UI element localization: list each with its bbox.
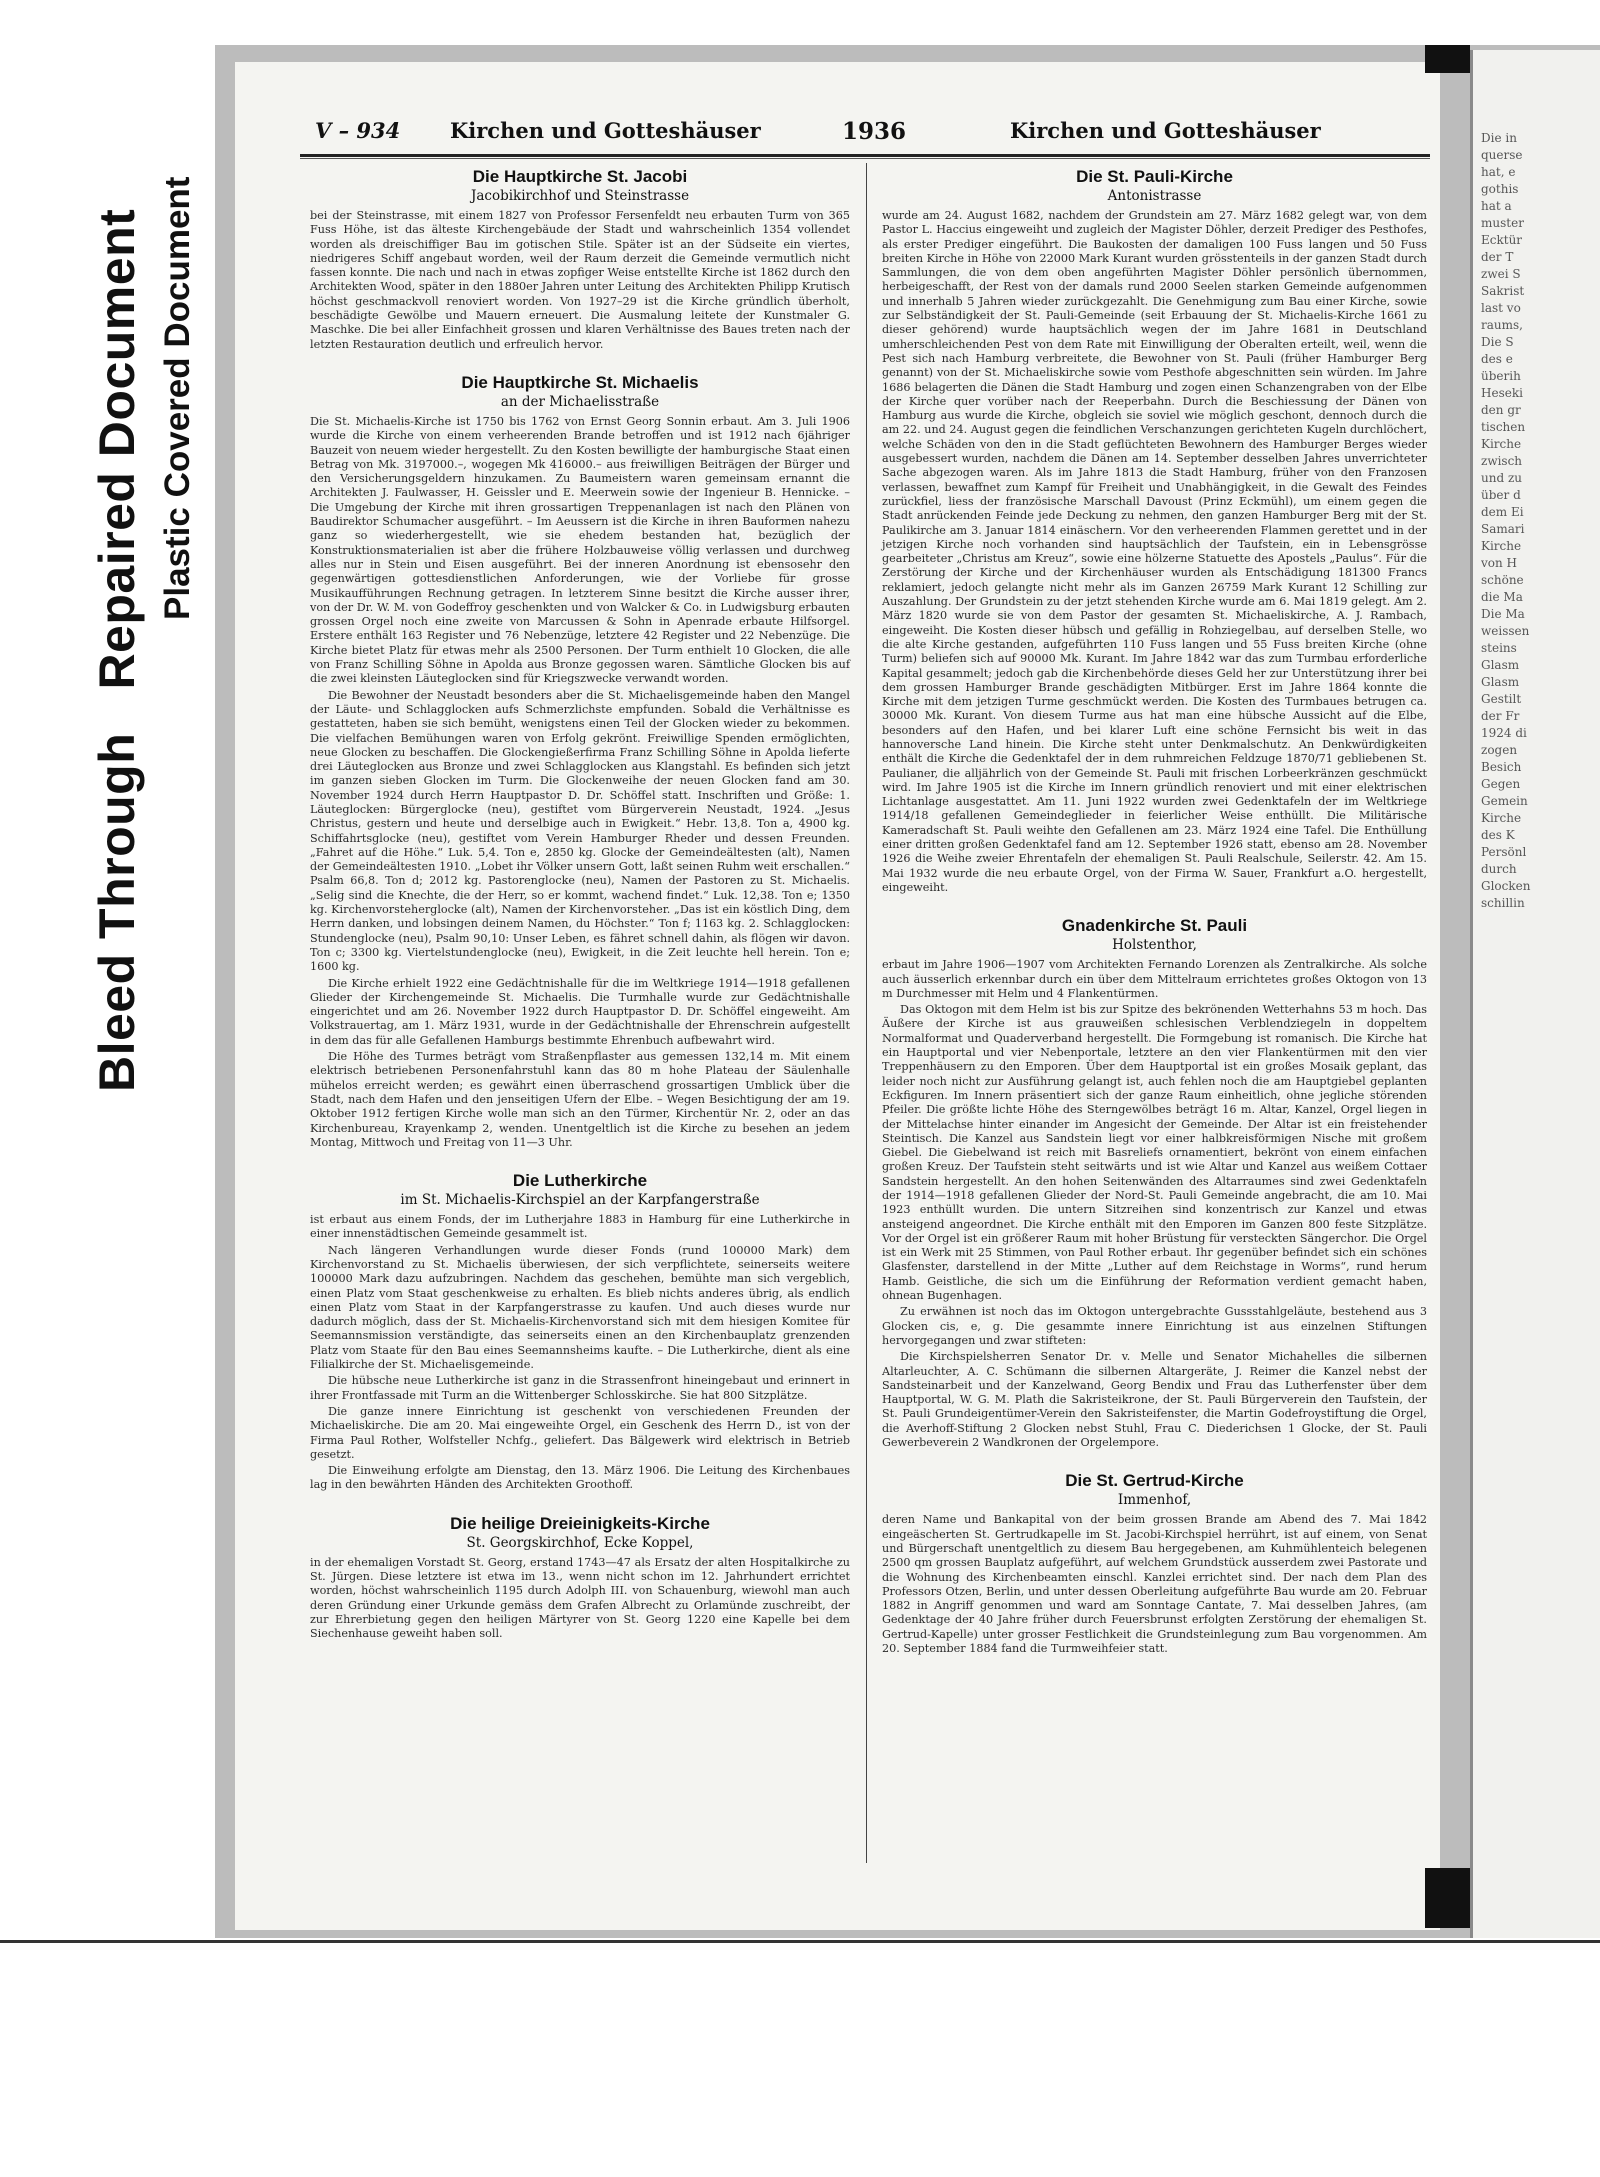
article-paragraph: deren Name und Bankapital von der beim grossen Brande am Abend des 7. Mai 1842 eingeäscherten St. Gertrudkapelle im St. Jacobi-Kirchspiel herrührt, ist auf einem, von Senat und Bürgerschaft unentgeltlich zu diesem Bau hergegebenen, am Kuhmühlenteich belegenen 2500 qm grossen Bauplatz aufgeführt, auf welchem Grundstück ausserdem zwei Pastorate und die Wohnung des Kirchenbeamten einschl. Kanzlei errichtet sind. Der nach dem Plan des Professors Otzen, Berlin, und unter dessen Oberleitung aufgeführte Bau wurde am 20. Februar 1882 in Angriff genommen und ward am Sonntage Cantate, 7. Mai desselben Jahres, (am Gedenktage der 40 Jahre früher durch Feuersbrunst erfolgten Zerstörung der ehemaligen St. Gertrud-Kapelle) unter grosser Festlichkeit die Grundsteinlegung zum Bau vorgenommen. Am 20. September 1884 fand die Turmweihfeier statt. [882,1513,1427,1656]
scan-bottom-line [0,1940,1600,1943]
article-section [310,166,850,352]
label-bleed-through: Bleed Through [89,732,145,1092]
article-subtitle: im St. Michaelis-Kirchspiel an der Karpfangerstraße [400,1192,760,1209]
article-paragraph: bei der Steinstrasse, mit einem 1827 von Professor Fersenfeldt neu erbauten Turm von 365 Fuss Höhe, ist das älteste Kirchengebäude der Stadt und wahrscheinlich 1354 vollendet worden als dreischiffiger Bau im gotischen Stile. Später ist an der Südseite ein viertes, niedrigeres Schiff angebaut worden, weil der Raum derzeit die Gemeinde vermutlich nicht fassen konnte. Die nach und nach in etwas zopfiger Weise entstellte Kirche ist 1862 durch den Architekten Wood, später in den 1880er Jahren unter Leitung des Architekten Philipp Krutisch höchst geschmackvoll renoviert worden. Von 1927–29 ist die Kirche gründlich überholt, beschädigte Gewölbe und Mauern erneuert. Die Ausmalung leitete der Kunstmaler G. Maschke. Die bei aller Einfachheit grossen und klaren Verhältnisse des Baues treten nach der letzten Restauration deutlich und erfreulich hervor. [310,209,850,351]
article-paragraph: in der ehemaligen Vorstadt St. Georg, erstand 1743—47 als Ersatz der alten Hospitalkirche zu St. Jürgen. Diese letztere ist etwa im 13., wenn nicht schon im 12. Jahrhundert errichtet worden, höchst wahrscheinlich 1195 durch Adolph III. von Schauenburg, wiewohl man auch deren Gründung einer Urkunde gemäss dem Grafen Albrecht zu Orlamünde zuschreibt, der zur Ehrerbietung gegen den heiligen Märtyrer von St. Georg 1220 eine Kapelle bei dem Siechenhause geweiht haben soll. [310,1555,850,1641]
article-title: Die Hauptkirche St. Jacobi [472,167,688,186]
header-title-right: Kirchen und Gotteshäuser [1010,118,1321,143]
article-section [882,1470,1427,1656]
article-title: Die heilige Dreieinigkeits-Kirche [450,1513,710,1533]
article-paragraph: Die Kirche erhielt 1922 eine Gedächtnishalle für die im Weltkriege 1914—1918 gefallenen Glieder der Kirchengemeinde St. Michaelis. Die Turmhalle wurde zur Gedächtnishalle eingerichtet und am 26. November 1922 durch Hauptpastor D. Dr. Schöffel eingeweiht. Am Volkstrauertag, am 1. März 1931, wurde in der Gedächtnishalle der Ehrenschrein aufgestellt in dem das für alle Gefallenen Hamburgs bestimmte Ehrenbuch aufbewahrt wird. [310,976,850,1047]
binding-edge-top [1425,45,1470,73]
label-plastic-covered: Plastic Covered Document [158,176,197,620]
side-label-damage [88,209,146,1092]
article-section [310,372,850,1150]
article-subtitle: Jacobikirchhof und Steinstrasse [470,188,690,204]
page-reference: V – 934 [315,118,401,143]
article-title: Die Lutherkirche [512,1171,648,1191]
article-paragraph: Die Einweihung erfolgte am Dienstag, den 13. März 1906. Die Leitung des Kirchenbaues lag in den bewährten Händen des Architekten Groothoff. [310,1464,850,1492]
right-column [882,166,1427,1676]
binding-edge-bottom [1425,1868,1470,1928]
left-column [310,166,850,1662]
header-rule-thin [300,158,1430,159]
header-rule [300,154,1430,157]
article-title: Die St. Pauli-Kirche [1076,167,1233,186]
article-paragraph: ist erbaut aus einem Fonds, der im Lutherjahre 1883 in Hamburg für eine Lutherkirche in einer innenstädtischen Gemeinde gesammelt ist. [310,1213,850,1241]
article-paragraph: Die Bewohner der Neustadt besonders aber die St. Michaelisgemeinde haben den Mangel der Läute- und Schlagglocken aufs Schmerzlichste empfunden. Sobald die Verhältnisse es gestatteten, haben sie sich bemüht, wenigstens einen Teil der Glocken wieder zu bekommen. Die vielfachen Bemühungen waren von Erfolg gekrönt. Freiwillige Spenden ermöglichten, neue Glocken zu beschaffen. Die Glockengießerfirma Franz Schilling Söhne in Apolda lieferte drei Läuteglocken aus Bronze und zwei Schlagglocken aus Klangstahl. Es befinden sich jetzt im ganzen sieben Glocken im Turm. Die Glockenweihe der neuen Glocken fand am 30. November 1924 durch Herrn Hauptpastor D. Dr. Schöffel statt. Inschriften und Größe: 1. Läuteglocken: Bürgerglocke (neu), gestiftet vom Bürgerverein Neustadt, 1924. „Jesus Christus, gestern und heute und derselbige auch in Ewigkeit.“ Hebr. 13,8. Ton a, 4900 kg. Schiffahrtsglocke (neu), gestiftet vom Verein Hamburger Rheder und dessen Freunden. „Fahret auf die Höhe.“ Luk. 5,4. Ton e, 2850 kg. Glocke der Gemeindeältesten (alt), Namen der Gemeindeältesten 1910. „Lobet ihr Völker unsern Gott, laßt seinen Ruhm weit erschallen.“ Psalm 66,8. Ton d; 2012 kg. Pastorenglocke (neu), Namen der Pastoren zu St. Michaelis. „Selig sind die Knechte, die der Herr, so er kommt, wachend findet.“ Luk. 12,38. Ton e; 1350 kg. Kirchenvorsteherglocke (alt), Namen der Kirchenvorsteher. „Das ist ein köstlich Ding, dem Herrn danken, und lobsingen deinem Namen, du Höchster.“ Ton f; 1163 kg. 2. Schlagglocken: Stundenglocke (neu), Psalm 90,10: Unser Leben, es fähret schnell dahin, als flögen wir davon. Ton c; 3300 kg. Viertelstundenglocke (neu), Ewigkeit, in die Zeit leuchte hell herein. Ton e; 1600 kg. [310,688,850,974]
article-paragraph: Die ganze innere Einrichtung ist geschenkt von verschiedenen Freunden der Michaeliskirche. Die am 20. Mai eingeweihte Orgel, ein Geschenk des Herrn D., ist von der Firma Paul Rother, Wolfsteller Nchfg., geliefert. Das Bälgewerk wird elektrisch in Betrieb gesetzt. [310,1404,850,1461]
adjacent-page-strip [1470,50,1600,1938]
article-title: Gnadenkirche St. Pauli [1061,916,1248,936]
running-header [250,118,1425,152]
article-title: Die St. Gertrud-Kirche [1065,1471,1244,1491]
article-section [310,1513,850,1642]
article-subtitle: Immenhof, [1117,1492,1192,1509]
article-paragraph: Zu erwähnen ist noch das im Oktogon untergebrachte Gussstahlgeläute, bestehend aus 3 Glocken cis, e, g. Die gesammte innere Einrichtung ist aus einzelnen Stiftungen hervorgegangen und zwar stifteten: [882,1305,1427,1347]
article-subtitle: an der Michaelisstraße [500,393,660,410]
article-paragraph: wurde am 24. August 1682, nachdem der Grundstein am 27. März 1682 gelegt war, von dem Pastor L. Haccius eingeweiht und zugleich der Magister Döhler, derzeit Prediger des Pesthofes, als erster Prediger eingeführt. Die Baukosten der damaligen 100 Fuss langen und 50 Fuss breiten Kirche in Höhe von 22000 Mark Kurant wurden grösstenteils in der ganzen Stadt durch Sammlungen, die von dem oben angeführten Magister Döhler persönlich übernommen, herbeigeschafft, der Rest von der damals rund 2000 Seelen starken Gemeinde aufgenommen und innerhalb 5 Jahren wieder zurückgezahlt. Die Genehmigung zum Bau einer Kirche, sowie zur Selbständigkeit der St. Pauli-Gemeinde (seit Erbauung der St. Michaelis-Kirche 1661 zu dieser gehörend) wurde hauptsächlich wegen der im Jahre 1681 in Deutschland umherschleichenden Pest von dem Rate mit Einwilligung der Oberalten erteilt, weil, wenn die Pest sich nach Hamburg verbreitete, die Bewohner von St. Pauli (früher Hamburger Berg genannt) von der St. Michaeliskirche sowie vom Pesthofe abgeschnitten sein würden. Im Jahre 1686 belagerten die Dänen die Stadt Hamburg und zogen einen Schanzengraben von der Elbe der Kirche quer vorüber nach der Reeperbahn. Durch die Beschiessung der Dänen von Hamburg aus wurde die Kirche, obgleich sie soviel wie möglich geschont, dennoch durch die am 22. und 24. August gegen die feindlichen Verschanzungen gerichteten Kugeln durchlöchert, welche Schäden von den in die Stadt geflüchteten Bewohnern des Hamburger Berges wieder ausgebessert wurden, nachdem die Dänen am 14. September desselben Jahres unverrichteter Sache abgezogen waren. Als im Jahre 1813 die Stadt Hamburg, früher von den Franzosen verlassen, bewaffnet zum Kampf für Freiheit und Unabhängigkeit, in die Gewalt des Feindes zurückfiel, liess der französische Marschall Davoust (Prinz Eckmühl), um einem gegen die Stadt anrückenden Feinde jede Deckung zu nehmen, den ganzen Hamburger Berg mit der St. Paulikirche am 3. Januar 1814 einäschern. Vor den verheerenden Flammen gerettet und in der jetzigen Kirche noch vorhanden sind hauptsächlich der Taufstein, ein in Lebensgrösse gearbeiteter „Christus am Kreuz“, sowie eine hölzerne Statuette des Apostels „Paulus“. Für die Zerstörung der Kirche und der Kirchenhäuser wurden als Entschädigung 181300 Francs reklamiert, jedoch gelangte nicht mehr als im Ganzen 26759 Mark Kurant 12 Schilling zur Auszahlung. Der Grundstein zu der jetzt stehenden Kirche wurde am 6. Mai 1819 gelegt. Am 2. März 1820 wurde sie von dem Pastor der gesamten St. Michaeliskirche, A. J. Rambach, eingeweiht. Die Kosten dieser hübsch und gefällig in Rohziegelbau, auf derselben Stelle, wo die alte Kirche gestanden, aufgeführten 110 Fuss langen und 55 Fuss breiten Kirche (ohne Turm) beliefen sich auf 90000 Mk. Kurant. Im Jahre 1842 war das zum Turmbau erforderliche Kapital gesammelt; jedoch gab die Kirchenbehörde dieses Geld her zur Unterstützung ihrer bei dem grossen Hamburger Brande geschädigten Mitbürger. Erst im Jahre 1864 konnte die Kirche mit dem jetzigen Turme geschmückt werden. Die Kosten des Turmbaues betrugen ca. 30000 Mk. Kurant. Von diesem Turme aus hat man eine hübsche Aussicht auf die Elbe, besonders auf den Hafen, und bei klarer Luft eine schöne Fernsicht bis weit in das hannoversche Land hinein. Die Kirche steht unter Denkmalschutz. An Denkwürdigkeiten enthält die Kirche die Gedenktafel der in dem ruhmreichen Feldzuge 1870/71 gebliebenen St. Paulianer, die alljährlich von der Gemeinde St. Pauli mit frischen Lorbeerkränzen geschmückt wird. Im Jahre 1905 ist die Kirche im Innern gründlich renoviert und mit einer elektrischen Lichtanlage ausgestattet. Am 11. Juni 1922 wurden zwei Gedenktafeln der im Weltkriege 1914/18 gefallenen Gemeindeglieder in feierlicher Weise enthüllt. Die Militärische Kameradschaft St. Pauli weihte den Gefallenen am 23. März 1924 eine Tafel. Die Enthüllung einer dritten großen Gedenktafel fand am 12. September 1926 statt, ebenso am 28. November 1926 die Weihe zweier Ehrentafeln der ehemaligen St. Pauli Realschule, Seilerstr. 42. Am 15. Mai 1932 wurde die neu erbaute Orgel, von der Firma W. Sauer, Frankfurt a.O. hergestellt, eingeweiht. [882,209,1427,894]
article-title: Die Hauptkirche St. Michaelis [461,372,699,392]
header-title-left: Kirchen und Gotteshäuser [450,118,761,143]
article-section [882,166,1427,895]
adjacent-page-text: Die in querse hat, e gothis hat a muster Ecktür der T zwei S Sakrist last vo raums, Die S des e überih Heseki den gr tischen Kirche zwisch und zu über d dem Ei Samari Kirche von H schöne die Ma Die Ma weissen steins Glasm Glasm Gestilt der Fr 1924 di zogen Besich Gegen Gemein Kirche des K Persönl durch Glocken schillin [1481,131,1531,910]
column-separator [866,163,867,1863]
article-paragraph: erbaut im Jahre 1906—1907 vom Architekten Fernando Lorenzen als Zentralkirche. Als solche auch äusserlich erkennbar durch ein über dem Mittelraum errichtetes großes Oktogon von 13 m Durchmesser mit Helm und 4 Flankentürmen. [882,958,1427,1000]
article-subtitle: St. Georgskirchhof, Ecke Koppel, [466,1534,694,1551]
article-paragraph: Die Höhe des Turmes beträgt vom Straßenpflaster aus gemessen 132,14 m. Mit einem elektrisch betriebenen Personenfahrstuhl kann das 80 m hohe Plateau der Säulenhalle mühelos erreicht werden; es gewährt einen überraschend grossartigen Umblick über die Stadt, nach dem Hafen und den jenseitigen Ufern der Elbe. – Wegen Besichtigung der am 19. Oktober 1912 fertigen Kirche wolle man sich an den Türmer, Kirchentür Nr. 2, oder an das Kirchenbureau, Krayenkamp 2, wenden. Unentgeltlich ist die Kirche zu besehen an jedem Montag, Mittwoch und Freitag von 11—3 Uhr. [310,1050,850,1149]
header-year: 1936 [842,118,907,145]
article-paragraph: Nach längeren Verhandlungen wurde dieser Fonds (rund 100000 Mark) dem Kirchenvorstand zu St. Michaelis überwiesen, der sich verpflichtete, seinerseits weitere 100000 Mark dazu aufzubringen. Nachdem das geschehen, bemühte man sich vergeblich, einen Platz vom Staat geschenkweise zu erhalten. Es blieb nichts anderes übrig, als endlich einen Platz vom Staat in der Karpfangerstrasse zu kaufen. Und auch dieses wurde nur dadurch möglich, dass der St. Michaelis-Kirchenvorstand sich mit dem hiesigen Komitee für Seemannsmission verständigte, das seinerseits einen an den Kirchenbauplatz grenzenden Platz vom Staate für den Bau eines Seemannsheims kaufte. – Die Lutherkirche, dient als eine Filialkirche der St. Michaelisgemeinde. [310,1243,850,1372]
label-repaired-document: Repaired Document [89,208,145,690]
article-subtitle: Antonistrasse [1107,188,1202,204]
article-section [310,1170,850,1493]
article-section [882,915,1427,1450]
article-paragraph: Die hübsche neue Lutherkirche ist ganz in die Strassenfront hineingebaut und erinnert in ihrer Frontfassade mit Turm an die Wittenberger Schlosskirche. Sie hat 800 Sitzplätze. [310,1374,850,1402]
article-paragraph: Das Oktogon mit dem Helm ist bis zur Spitze des bekrönenden Wetterhahns 53 m hoch. Das Äußere der Kirche ist aus grauweißen schlesischen Verblendziegeln in doppeltem Normalformat und Quaderverband hergestellt. Die Formgebung ist romanisch. Die Kirche hat ein Hauptportal und vier Nebenportale, letztere an den vier Flankentürmen mit den vier Treppenhäusern zu den Emporen. Über dem Hauptportal ist ein großes Mosaik geplant, das leider noch nicht zur Ausführung gelangt ist, auch fehlen noch die am Hauptgiebel geplanten Eckfiguren. Im Innern präsentiert sich der ganze Raum einheitlich, ohne jegliche störenden Pfeiler. Die größte lichte Höhe des Sterngewölbes beträgt 16 m. Altar, Kanzel, Orgel liegen in der Mittelachse hinter einander im Angesicht der Gemeinde. Der Altar ist ein freistehender Steintisch. Die Kanzel aus Sandstein liegt vor einer halbkreisförmigen Nische mit großem Giebel. Die Giebelwand ist reich mit Basreliefs ornamentiert, bekrönt von einem einfachen großen Kreuz. Der Taufstein steht seitwärts und ist wie Altar und Kanzel aus weißem Cottaer Sandstein hergestellt. An den hohen Seitenwänden des Altarraumes sind zwei Gedenktafeln der 1914—1918 gefallenen Glieder der Nord-St. Pauli Gemeinde angebracht, die am 10. Mai 1923 enthüllt wurden. Die untern Sitzreihen sind konzentrisch zur Kanzel und etwas ansteigend angeordnet. Die Kirche enthält mit den Emporen im Ganzen 800 feste Sitzplätze. Vor der Orgel ist ein größerer Raum mit hoher Brüstung für versteckten Sängerchor. Die Orgel ist ein Werk mit 25 Stimmen, von Paul Rother erbaut. Ihr gegenüber befindet sich ein schönes Glasfenster, darstellend in der Mitte „Luther auf dem Reichstage in Worms“, rund herum Hamb. Geistliche, die sich um die Einführung der Reformation verdient gemacht haben, ohnean Bugenhagen. [882,1003,1427,1303]
article-paragraph: Die Kirchspielsherren Senator Dr. v. Melle und Senator Michahelles die silbernen Altarleuchter, A. C. Schümann die silbernen Altargeräte, J. Reimer die Kanzel nebst der Sandsteinarbeit und der Kanzelwand, Georg Bendix und Frau das Lutherfenster über dem Hauptportal, W. G. M. Plath die Sakristeikrone, der St. Pauli Bürgerverein den Taufstein, der St. Pauli Grundeigentümer-Verein den Sakristeifenster, die Martin Godefroystiftung die Orgel, die Averhoff-Stiftung 2 Glocken nebst Stuhl, Frau C. Diederichsen 1 Glocke, der St. Pauli Gewerbeverein 2 Wandkronen der Orgelempore. [882,1350,1427,1450]
article-subtitle: Holstenthor, [1112,937,1197,954]
article-paragraph: Die St. Michaelis-Kirche ist 1750 bis 1762 von Ernst Georg Sonnin erbaut. Am 3. Juli 1906 wurde die Kirche von einem verheerenden Brande betroffen und ist 1912 nach 6jähriger Bauzeit von neuem wieder hergestellt. Zu den Kosten bewilligte der hamburgische Staat einen Betrag von Mk. 3197000.–, wogegen Mk 416000.– aus freiwilligen Beiträgen der Bürger und den Versicherungsgeldern hinzukamen. Zu Baumeistern waren gemeinsam ernannt die Architekten J. Faulwasser, H. Geissler und E. Meerwein sowie der Ingenieur B. Hennicke. – Die Umgebung der Kirche mit ihren grossartigen Treppenanlagen ist nach den Plänen von Baudirektor Schumacher ausgeführt. – Im Aeussern ist die Kirche in ihren Bauformen nahezu ganz so wiederhergestellt, wie sie ehedem bestanden hat, bezüglich der Konstruktionsmaterialien ist aber die frühere Holzbauweise völlig verlassen und durchweg alles nur in Stein und Eisen ausgeführt. Bei der inneren Anordnung ist ebensosehr den gegenwärtigen gottesdienstlichen Anforderungen, wie der Vorliebe für grosse Musikaufführungen Rechnung getragen. In letzterem Sinne besitzt die Kirche ausser ihrer, von der Dr. W. M. von Godeffroy geschenkten und von Walcker & Co. in Ludwigsburg erbauten grossen Orgel noch eine zweite von Marcussen & Sohn in Apenrade erbaute Hilfsorgel. Erstere enthält 163 Register und 76 Nebenzüge, letztere 42 Register und 22 Nebenzüge. Die Kirche bietet Platz für etwas mehr als 2500 Personen. Der Turm enthielt 10 Glocken, die alle von Franz Schilling Söhne in Apolda aus Bronze gegossen waren. Sämtliche Glocken bis auf die zwei kleinsten Läuteglocken sind für Kriegszwecke verwandt worden. [310,414,850,686]
